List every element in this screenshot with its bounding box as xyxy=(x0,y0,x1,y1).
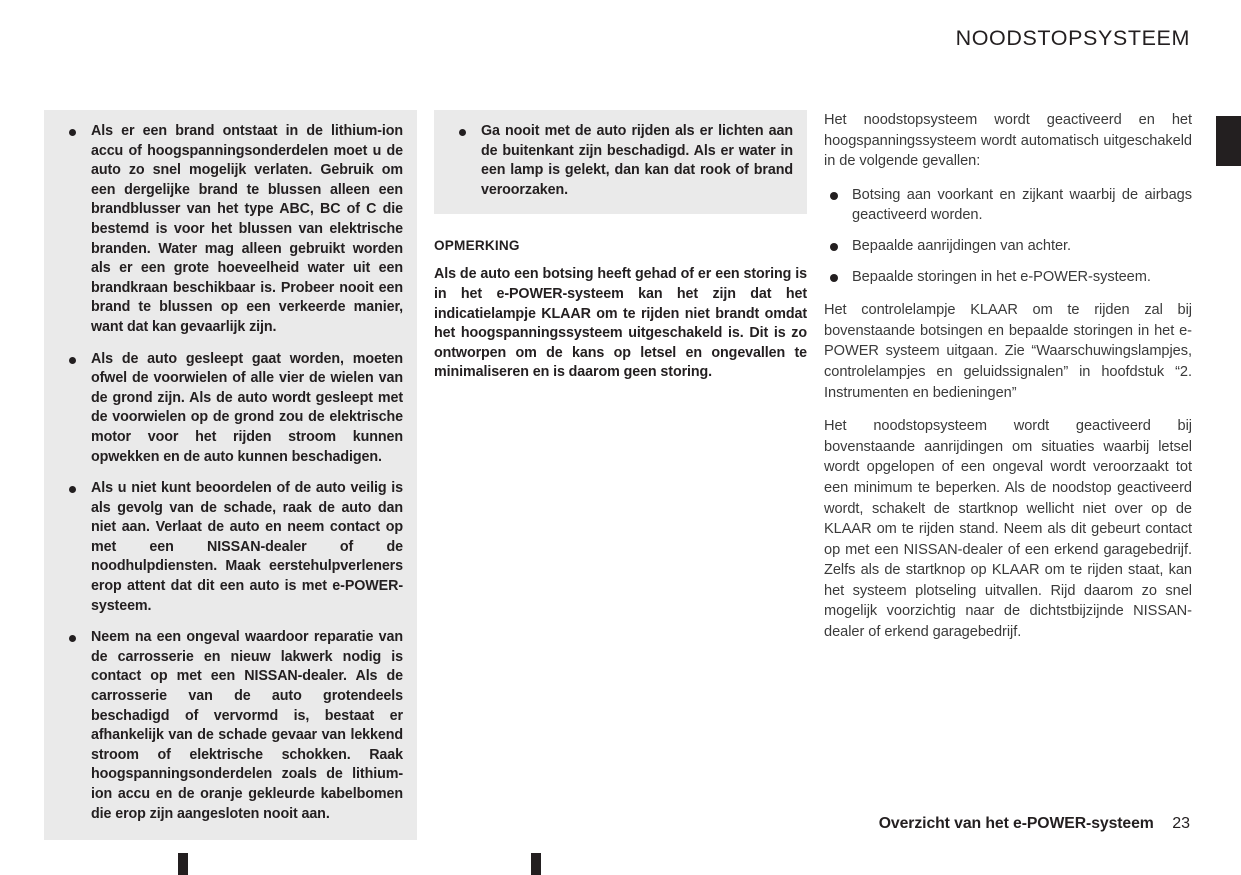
activation-cases-list xyxy=(824,185,1192,287)
column-right xyxy=(824,110,1192,643)
list-item xyxy=(58,479,403,616)
list-item: Botsing aan voorkant en zijkant waarbij de airbags geactiveerd worden. xyxy=(824,185,1192,226)
warning-bullet-list-middle xyxy=(448,122,793,200)
note-heading: OPMERKING xyxy=(434,238,520,254)
list-item xyxy=(58,122,403,338)
warning-panel-middle xyxy=(434,110,807,214)
register-mark-right xyxy=(531,853,541,875)
footer-section-title: Overzicht van het e-POWER-systeem xyxy=(878,815,1154,832)
note-block xyxy=(434,238,807,383)
column-middle xyxy=(434,110,807,383)
page-content xyxy=(44,110,1192,822)
warning-text: Als u niet kunt beoordelen of de auto veilig is als gevolg van de schade, raak de auto dan niet aan. Verlaat de auto en neem contact op met een NISSAN-dealer of de noodhulpdiensten. Maak eerstehulpverleners erop attent dat dit een auto is met e-POWER-systeem. xyxy=(91,480,403,614)
warning-text: Als de auto gesleept gaat worden, moeten ofwel de voorwielen of alle vier de wielen van de grond zijn. Als de auto wordt gesleept met de voorwielen op de grond zou de elektrische motor voor het rijden stroom kunnen opwekken en de auto kunnen beschadigen. xyxy=(91,350,403,465)
warning-bullet-list-left xyxy=(58,122,403,824)
page-header xyxy=(0,26,1190,51)
note-body: Als de auto een botsing heeft gehad of er een storing is in het e-POWER-systeem kan het zijn dat het indicatielampje KLAAR om te rijden niet brandt omdat het hoogspanningssysteem uitgeschakeld is. Dit is zo ontworpen om de kans op letsel en ongevallen te minimaliseren en is daarom geen storing. xyxy=(434,266,807,381)
paragraph-two: Het controlelampje KLAAR om te rijden zal bij bovenstaande botsingen en bepaalde storingen in het e-POWER systeem uitgaan. Zie “Waarschuwingslampjes, controlelampjes en geluidssignalen” in hoofdstuk “2. Instrumenten en bedieningen” xyxy=(824,302,1192,401)
paragraph-three: Het noodstopsysteem wordt geactiveerd bij bovenstaande aanrijdingen om situaties waarbij letsel wordt opgelopen of een ongeval wordt veroorzaakt tot een minimum te beperken. Als de noodstop geactiveerd wordt, schakelt de startknop wellicht niet over op de KLAAR om te rijden stand. Neem als dit gebeurt contact op met een NISSAN-dealer of een erkend garagebedrijf. Zelfs als de startknop op KLAAR om te rijden staat, kan het systeem plotseling uitvallen. Rijd daarom zo snel mogelijk voorzichtig naar de dichtstbijzijnde NISSAN-dealer of erkend garagebedrijf. xyxy=(824,418,1192,641)
chapter-thumb-tab xyxy=(1216,116,1241,166)
intro-paragraph: Het noodstopsysteem wordt geactiveerd en het hoogspanningssysteem wordt automatisch uitgeschakeld in de volgende gevallen: xyxy=(824,112,1192,170)
list-item xyxy=(448,122,793,200)
list-item: Bepaalde aanrijdingen van achter. xyxy=(824,236,1192,257)
page-number: 23 xyxy=(1172,815,1190,832)
list-item xyxy=(58,350,403,468)
warning-text: Neem na een ongeval waardoor reparatie van de carrosserie en nieuw lakwerk nodig is contact op met een NISSAN-dealer. Als de carrosserie van de auto grotendeels beschadigd of vervormd is, bestaat er afhankelijk van de schade gevaar van lekkend stroom of elektrische schokken. Raak hoogspanningsonderdelen zoals de lithium-ion accu en de oranje gekleurde kabelbomen die erop zijn aangesloten nooit aan. xyxy=(91,629,403,822)
page-footer xyxy=(0,815,1190,833)
column-left xyxy=(44,110,417,840)
warning-text: Ga nooit met de auto rijden als er lichten aan de buitenkant zijn beschadigd. Als er water in een lamp is gelekt, dan kan dat rook of brand veroorzaken. xyxy=(481,123,793,198)
warning-text: Als er een brand ontstaat in de lithium-ion accu of hoogspanningsonderdelen moet u de auto zo snel mogelijk verlaten. Gebruik om een dergelijke brand te blussen alleen een brandblusser van het type ABC, BC of C die bestemd is voor het blussen van elektrische branden. Water mag alleen gebruikt worden als er een grote hoeveelheid water uit een brandkraan beschikbaar is. Probeer nooit een brand te blussen op een verkeerde manier, want dat kan gevaarlijk zijn. xyxy=(91,123,403,335)
list-item xyxy=(58,628,403,824)
page-title: NOODSTOPSYSTEEM xyxy=(955,26,1190,50)
list-item: Bepaalde storingen in het e-POWER-systeem. xyxy=(824,267,1192,288)
register-mark-left xyxy=(178,853,188,875)
warning-panel-left xyxy=(44,110,417,840)
